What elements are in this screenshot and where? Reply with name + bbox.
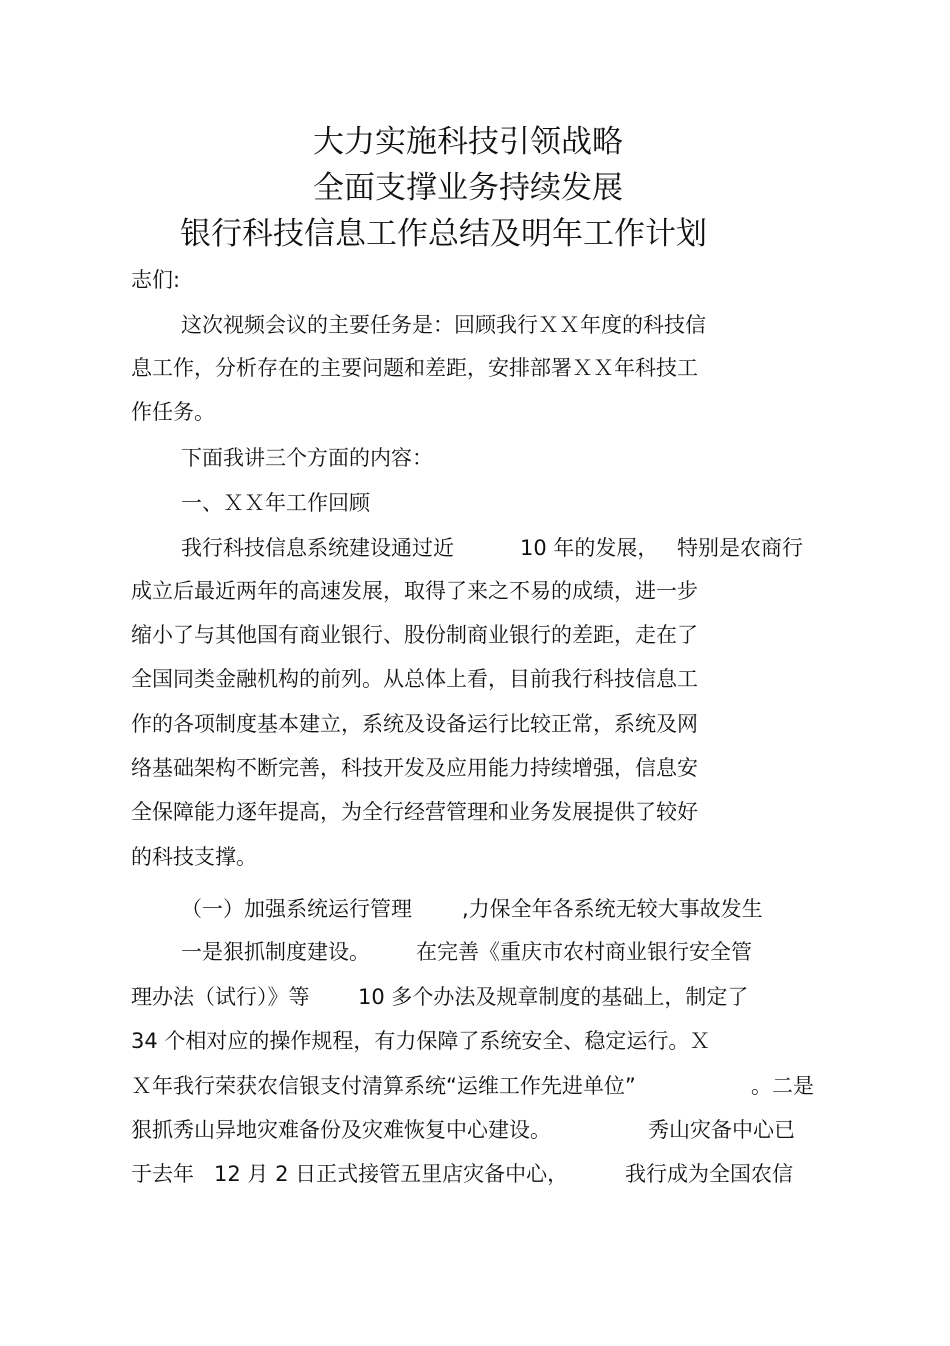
paragraph-line: 一是狠抓制度建设。 — [181, 940, 370, 964]
section-heading: 一、ＸＸ年工作回顾 — [181, 491, 370, 515]
paragraph-line: 34 个相对应的操作规程，有力保障了系统安全、稳定运行。Ｘ — [131, 1029, 711, 1053]
subsection-heading: ,力保全年各系统无较大事故发生 — [462, 897, 763, 921]
paragraph-line: 我行科技信息系统建设通过近 — [181, 536, 454, 560]
paragraph-line: 的科技支撑。 — [131, 845, 257, 869]
title-line-1: 大力实施科技引领战略 — [313, 124, 623, 160]
salutation: 志们: — [131, 268, 181, 292]
paragraph-line: 络基础架构不断完善，科技开发及应用能力持续增强，信息安 — [131, 756, 698, 780]
paragraph-line: Ｘ年我行荣获农信银支付清算系统“运维工作先进单位” — [131, 1074, 636, 1098]
subsection-heading: （一）加强系统运行管理 — [181, 897, 412, 921]
paragraph-line: 10 多个办法及规章制度的基础上，制定了 — [358, 985, 749, 1009]
paragraph-line: 理办法（试行）》等 — [131, 985, 310, 1009]
paragraph-line: 作的各项制度基本建立，系统及设备运行比较正常，系统及网 — [131, 712, 698, 736]
paragraph-line: 缩小了与其他国有商业银行、股份制商业银行的差距，走在了 — [131, 623, 698, 647]
paragraph-line: 全保障能力逐年提高，为全行经营管理和业务发展提供了较好 — [131, 800, 698, 824]
title-line-2: 全面支撑业务持续发展 — [313, 170, 623, 206]
paragraph-line: 特别是农商行 — [677, 536, 803, 560]
paragraph-line: 12 月 2 日正式接管五里店灾备中心， — [214, 1162, 569, 1186]
title-line-3: 银行科技信息工作总结及明年工作计划 — [180, 216, 707, 252]
paragraph-line: 于去年 — [131, 1162, 194, 1186]
paragraph-line: 在完善《重庆市农村商业银行安全管 — [416, 940, 752, 964]
paragraph-line: 这次视频会议的主要任务是：回顾我行ＸＸ年度的科技信 — [181, 313, 706, 337]
paragraph-line: 下面我讲三个方面的内容： — [181, 446, 433, 470]
paragraph-line: 全国同类金融机构的前列。从总体上看，目前我行科技信息工 — [131, 667, 698, 691]
paragraph-line: 10 年的发展， — [520, 536, 659, 560]
paragraph-line: 秀山灾备中心已 — [648, 1118, 795, 1142]
paragraph-line: 我行成为全国农信 — [625, 1162, 793, 1186]
paragraph-line: 。二是 — [751, 1074, 814, 1098]
paragraph-line: 息工作，分析存在的主要问题和差距，安排部署ＸＸ年科技工 — [131, 356, 698, 380]
paragraph-line: 狠抓秀山异地灾难备份及灾难恢复中心建设。 — [131, 1118, 551, 1142]
paragraph-line: 成立后最近两年的高速发展，取得了来之不易的成绩，进一步 — [131, 579, 698, 603]
paragraph-line: 作任务。 — [131, 400, 215, 424]
